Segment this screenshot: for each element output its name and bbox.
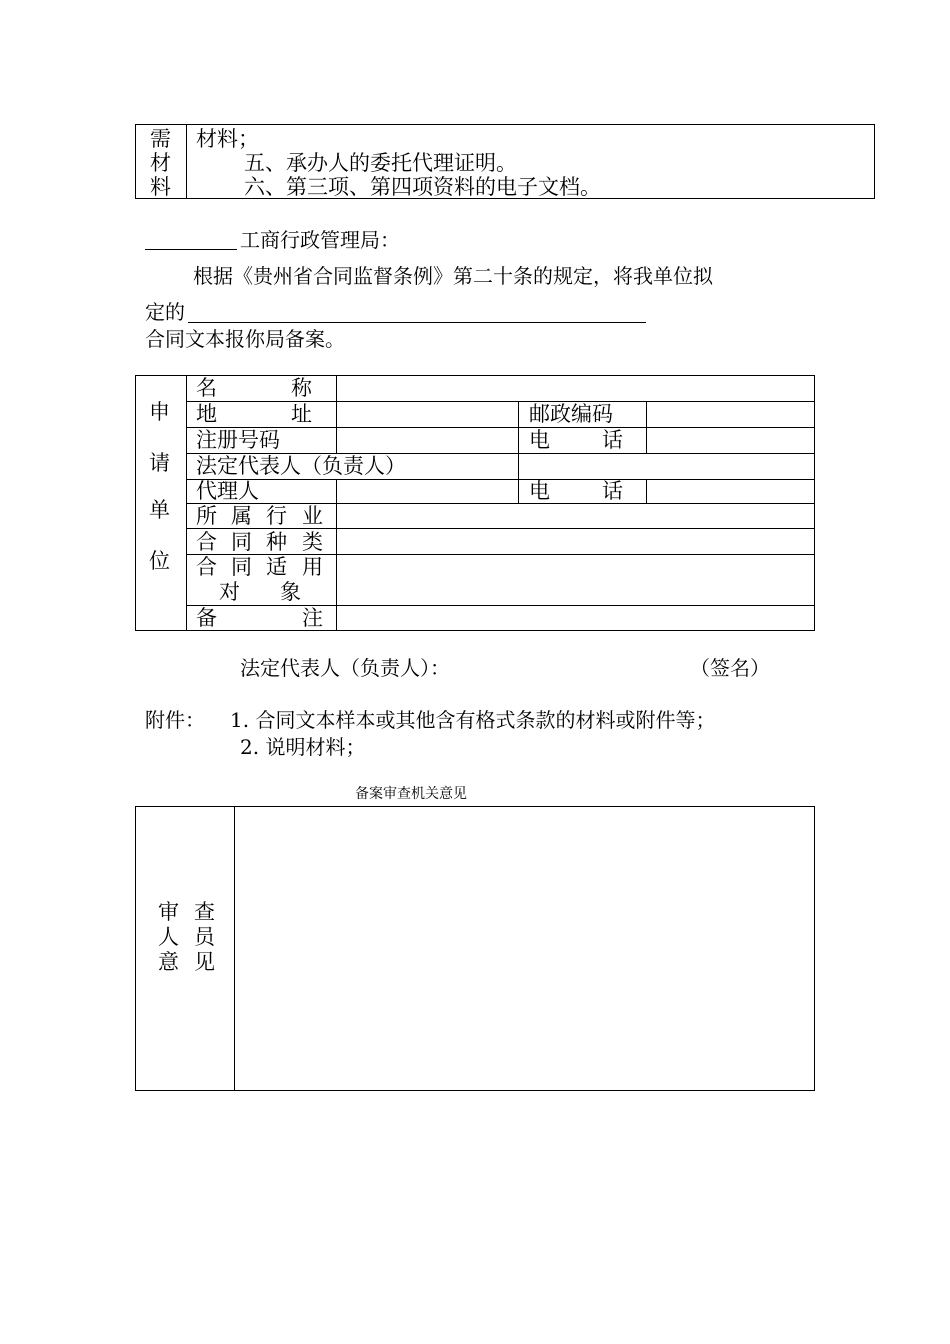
signature-sign: （签名） bbox=[690, 656, 770, 680]
applicant-side-char-2: 请 bbox=[149, 451, 170, 475]
label-postal-code: 邮政编码 bbox=[529, 402, 613, 426]
review-table bbox=[135, 806, 815, 1091]
attachment-item-1: 1. 合同文本样本或其他含有格式条款的材料或附件等； bbox=[230, 708, 716, 732]
label-applicable-char-1: 合 bbox=[196, 555, 217, 579]
label-industry-char-4: 业 bbox=[302, 504, 323, 528]
addressee-suffix: 工商行政管理局： bbox=[240, 228, 400, 252]
review-caption: 备案审查机关意见 bbox=[355, 786, 467, 802]
label-contract-type-char-4: 类 bbox=[302, 530, 323, 554]
label-applicable-char-2: 同 bbox=[231, 555, 252, 579]
label-industry-char-1: 所 bbox=[196, 504, 217, 528]
label-contract-type-char-2: 同 bbox=[231, 530, 252, 554]
applicant-side-char-3: 单 bbox=[149, 498, 170, 522]
app-col-divider-3b bbox=[518, 453, 519, 479]
label-phone-1-char-2: 话 bbox=[602, 428, 623, 452]
signature-label: 法定代表人（负责人）： bbox=[240, 656, 450, 680]
body-line-3: 合同文本报你局备案。 bbox=[145, 327, 345, 351]
materials-table bbox=[135, 124, 875, 199]
app-row-line-2 bbox=[186, 427, 814, 428]
label-object-char-2: 象 bbox=[280, 580, 301, 604]
contract-name-blank-line bbox=[188, 322, 646, 323]
app-col-divider-2a bbox=[336, 376, 337, 453]
label-remark-char-1: 备 bbox=[196, 606, 217, 630]
application-table bbox=[135, 375, 815, 631]
attachments-label: 附件： bbox=[145, 708, 205, 732]
applicant-side-char-4: 位 bbox=[149, 549, 170, 573]
label-name-char-1: 名 bbox=[196, 376, 217, 400]
label-applicable-char-3: 适 bbox=[266, 555, 287, 579]
label-contract-type-char-3: 种 bbox=[266, 530, 287, 554]
addressee-blank-line bbox=[145, 249, 237, 250]
materials-table-divider bbox=[186, 125, 187, 198]
app-col-divider-3c bbox=[518, 479, 519, 503]
label-remark-char-2: 注 bbox=[302, 606, 323, 630]
materials-line-2: 五、承办人的委托代理证明。 bbox=[244, 151, 517, 175]
label-address-char-2: 址 bbox=[291, 402, 312, 426]
app-row-line-6 bbox=[186, 528, 814, 529]
label-registration-number: 注册号码 bbox=[196, 428, 280, 452]
label-object-char-1: 对 bbox=[219, 580, 240, 604]
review-col2-char-1: 查 bbox=[194, 900, 215, 924]
app-col-divider-4b bbox=[646, 479, 647, 503]
materials-line-3: 六、第三项、第四项资料的电子文档。 bbox=[244, 175, 601, 199]
body-line-2-prefix: 定的 bbox=[145, 300, 185, 324]
label-name-char-2: 称 bbox=[291, 376, 312, 400]
label-address-char-1: 地 bbox=[196, 402, 217, 426]
label-phone-2-char-2: 话 bbox=[602, 479, 623, 503]
label-agent: 代理人 bbox=[196, 479, 259, 503]
attachment-item-2: 2. 说明材料； bbox=[240, 735, 366, 759]
applicant-side-char-1: 申 bbox=[149, 400, 170, 424]
body-line-1: 根据《贵州省合同监督条例》第二十条的规定，将我单位拟 bbox=[193, 264, 713, 288]
review-col1-char-2: 人 bbox=[158, 925, 179, 949]
label-phone-2-char-1: 电 bbox=[529, 479, 550, 503]
label-legal-representative: 法定代表人（负责人） bbox=[196, 454, 406, 478]
review-col2-char-3: 见 bbox=[194, 950, 215, 974]
label-contract-type-char-1: 合 bbox=[196, 530, 217, 554]
review-col1-char-1: 审 bbox=[158, 900, 179, 924]
materials-side-char-1: 需 bbox=[150, 127, 171, 151]
label-industry-char-2: 属 bbox=[231, 504, 252, 528]
materials-line-1: 材料； bbox=[196, 127, 259, 151]
label-industry-char-3: 行 bbox=[266, 504, 287, 528]
review-opinion-area[interactable] bbox=[235, 807, 814, 1090]
app-row-line-4 bbox=[186, 479, 814, 480]
materials-side-char-2: 材 bbox=[150, 151, 171, 175]
label-phone-1-char-1: 电 bbox=[529, 428, 550, 452]
materials-side-char-3: 料 bbox=[150, 175, 171, 199]
app-row-line-8 bbox=[186, 605, 814, 606]
app-row-line-1 bbox=[186, 401, 814, 402]
review-col1-char-3: 意 bbox=[158, 950, 179, 974]
label-applicable-char-4: 用 bbox=[302, 555, 323, 579]
review-col2-char-2: 员 bbox=[194, 925, 215, 949]
